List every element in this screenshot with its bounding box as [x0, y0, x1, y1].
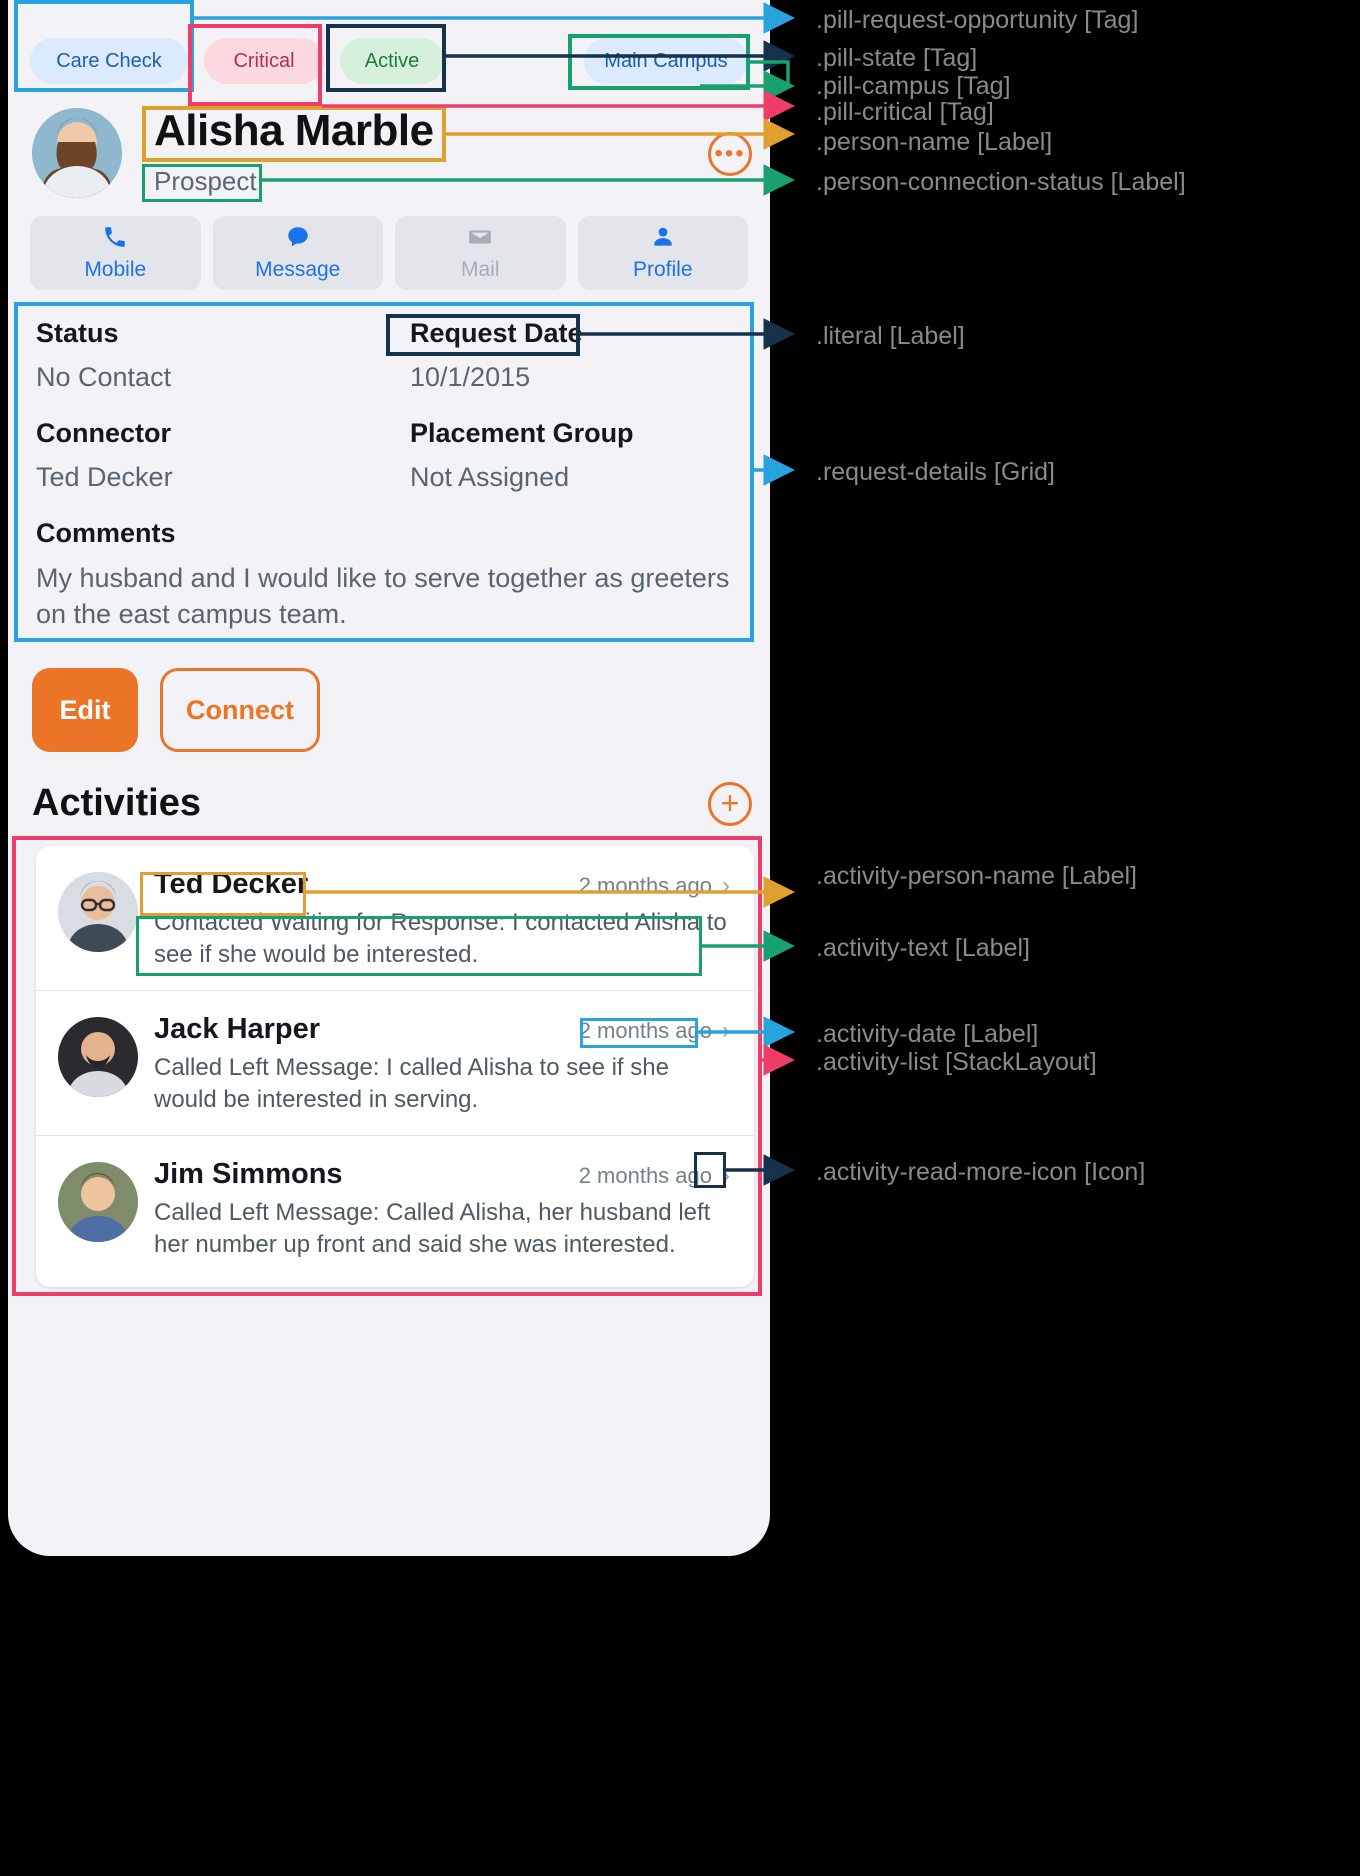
status-label: Status	[36, 318, 119, 348]
request-date-label: Request Date	[410, 318, 583, 348]
status-value: No Contact	[36, 362, 172, 392]
activity-item[interactable]	[36, 846, 754, 990]
action-button-message[interactable]	[213, 216, 384, 290]
connector-value: Ted Decker	[36, 462, 173, 492]
person-name: Alisha Marble	[154, 106, 434, 155]
action-button-message-label: Message	[255, 258, 341, 281]
anno-label-pill-campus: .pill-campus [Tag]	[816, 72, 1011, 100]
action-button-mail[interactable]	[395, 216, 566, 290]
anno-label-person-name: .person-name [Label]	[816, 128, 1053, 156]
activity-meta	[579, 1163, 730, 1189]
anno-label-activity-read-more-icon: .activity-read-more-icon [Icon]	[816, 1158, 1146, 1186]
anno-label-activity-date: .activity-date [Label]	[816, 1020, 1039, 1048]
pill-row	[8, 30, 770, 96]
activity-person-name: Jack Harper	[154, 1012, 321, 1045]
connector-label: Connector	[36, 418, 171, 448]
action-button-profile-label: Profile	[632, 258, 693, 281]
activity-text: Called Left Message: Called Alisha, her husband left her number up front and said she was interested.	[154, 1198, 711, 1258]
activity-text: Contacted Waiting for Response: I contacted Alisha to see if she would be interested.	[154, 909, 727, 969]
activity-body	[154, 1158, 730, 1262]
more-options-icon[interactable]: •••	[708, 132, 752, 176]
cta-row	[32, 668, 320, 752]
activity-read-more-icon[interactable]: ›	[722, 1016, 730, 1044]
activity-top-row	[154, 868, 730, 901]
activity-avatar	[58, 1017, 138, 1097]
add-activity-button[interactable]: +	[708, 782, 752, 826]
connect-button[interactable]: Connect	[160, 668, 320, 752]
action-button-mobile[interactable]	[30, 216, 201, 290]
placement-group-value: Not Assigned	[410, 462, 570, 492]
activity-person-name: Jim Simmons	[154, 1157, 343, 1190]
activities-title: Activities	[32, 782, 201, 824]
activity-body	[154, 1013, 730, 1117]
request-date-value: 10/1/2015	[410, 362, 531, 392]
activity-text: Called Left Message: I called Alisha to see if she would be interested in serving.	[154, 1053, 669, 1114]
activity-avatar	[58, 872, 138, 952]
person-icon	[650, 224, 676, 254]
action-button-row	[30, 216, 748, 290]
anno-label-person-connection-status: .person-connection-status [Label]	[816, 168, 1186, 196]
activity-top-row	[154, 1158, 730, 1191]
person-header	[8, 104, 770, 200]
phone-icon	[102, 224, 128, 254]
anno-label-pill-critical: .pill-critical [Tag]	[816, 98, 994, 126]
anno-label-pill-state: .pill-state [Tag]	[816, 44, 978, 72]
phone-screen	[8, 0, 770, 1556]
activity-meta	[579, 1018, 730, 1044]
person-connection-status: Prospect	[154, 166, 257, 196]
activity-meta	[579, 873, 730, 899]
activity-body	[154, 868, 730, 972]
action-button-mail-label: Mail	[460, 258, 500, 281]
avatar[interactable]	[32, 108, 122, 198]
activity-person-name: Ted Decker	[154, 868, 309, 900]
envelope-icon	[467, 224, 493, 254]
action-button-mobile-label: Mobile	[84, 258, 147, 281]
activity-date: 2 months ago	[578, 1017, 712, 1043]
activity-list	[36, 846, 754, 1287]
pill-critical[interactable]: Critical	[204, 38, 324, 84]
request-details	[30, 310, 748, 640]
activity-read-more-icon[interactable]: ›	[722, 1161, 730, 1189]
activity-top-row	[154, 1013, 730, 1046]
pill-request-opportunity[interactable]: Care Check	[30, 38, 188, 84]
activity-date: 2 months ago	[578, 873, 712, 898]
comments-value: My husband and I would like to serve together as greeters on the east campus team.	[36, 563, 730, 630]
anno-label-activity-list: .activity-list [StackLayout]	[816, 1048, 1097, 1076]
comments-label: Comments	[36, 518, 176, 548]
activity-avatar	[58, 1162, 138, 1242]
activity-item[interactable]	[36, 990, 754, 1135]
edit-button[interactable]: Edit	[32, 668, 138, 752]
activity-item[interactable]	[36, 1135, 754, 1280]
pill-campus[interactable]: Main Campus	[584, 38, 748, 84]
anno-label-activity-person-name: .activity-person-name [Label]	[816, 862, 1137, 890]
placement-group-label: Placement Group	[410, 418, 634, 448]
action-button-profile[interactable]	[578, 216, 749, 290]
activity-date: 2 months ago	[578, 1162, 712, 1188]
anno-label-literal: .literal [Label]	[816, 322, 965, 350]
anno-label-pill-request-opportunity: .pill-request-opportunity [Tag]	[816, 6, 1139, 34]
activities-header	[32, 782, 748, 832]
chat-bubble-icon	[285, 224, 311, 254]
activity-read-more-icon[interactable]: ›	[722, 872, 730, 899]
anno-label-activity-text: .activity-text [Label]	[816, 934, 1030, 962]
anno-label-request-details: .request-details [Grid]	[816, 458, 1055, 486]
pill-state[interactable]: Active	[340, 38, 444, 84]
